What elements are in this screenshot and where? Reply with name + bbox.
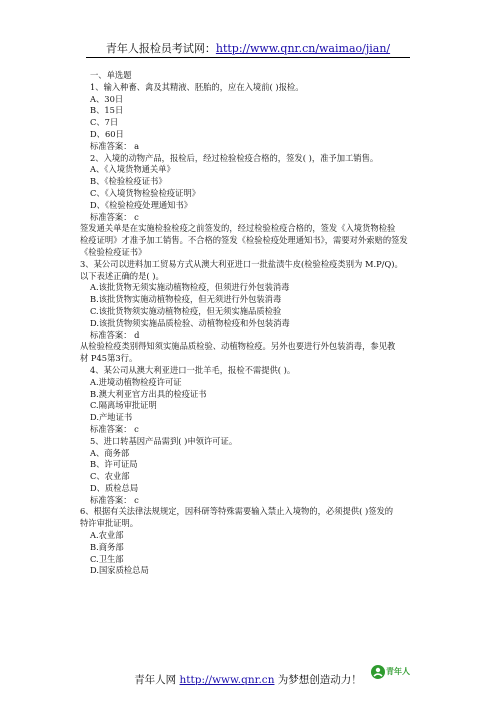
text-line: C、农业部 xyxy=(90,471,130,482)
text-line: 特许审批证明。 xyxy=(80,518,139,529)
text-line: 从检验检疫类别得知须实施品质检验、动植物检疫。另外也要进行外包装消毒，参见教 xyxy=(80,341,396,352)
logo-text: 青年人 xyxy=(386,667,410,676)
header-title: 青年人报检员考试网： xyxy=(105,42,216,55)
text-line: 检疫证明》才准予加工销售。不合格的签发《检验检疫处理通知书》，需要对外索赔的签发 xyxy=(80,235,408,246)
text-line: D.产地证书 xyxy=(90,412,133,423)
text-line: A、30日 xyxy=(90,93,124,104)
text-line: A.该批货物无须实施动植物检疫，但须进行外包装消毒 xyxy=(90,282,290,293)
text-line: A、商务部 xyxy=(90,447,130,458)
text-line: A.农业部 xyxy=(90,530,124,541)
page-footer xyxy=(0,672,496,687)
text-line: 标准答案： c xyxy=(90,423,139,434)
text-line: 标准答案： d xyxy=(90,329,140,340)
text-line: D、质检总局 xyxy=(90,482,139,493)
text-line: D.国家质检总局 xyxy=(90,565,149,576)
text-line: 5、进口转基因产品需到( )申领许可证。 xyxy=(90,435,238,446)
text-line: 一、单选题 xyxy=(90,70,132,80)
footer-site-name: 青年人网 xyxy=(134,674,177,686)
logo-icon xyxy=(370,664,386,680)
header-link[interactable]: http://www.qnr.cn/waimao/jian/ xyxy=(215,42,391,55)
text-line: D、《检验检疫处理通知书》 xyxy=(90,199,193,210)
footer-link[interactable]: http://www.qnr.cn xyxy=(179,674,275,686)
text-line: B.商务部 xyxy=(90,541,124,552)
text-line: 标准答案： a xyxy=(90,140,140,151)
header-divider xyxy=(86,57,410,58)
text-line: C.卫生部 xyxy=(90,553,124,564)
text-line: 6、根据有关法律法规规定，因科研等特殊需要输入禁止入境物的，必须提供( )签发的 xyxy=(80,506,394,517)
text-line: 1、输入种畜、禽及其精液、胚胎的，应在入境前( )报检。 xyxy=(90,81,304,92)
text-line: C、7日 xyxy=(90,117,119,128)
text-line: A.进境动植物检疫许可证 xyxy=(90,376,182,387)
document-body xyxy=(80,70,412,577)
text-line: B、《检验检疫证书》 xyxy=(90,176,167,187)
text-line: 标准答案： c xyxy=(90,211,139,222)
text-line: 材 P45第3行。 xyxy=(80,353,138,364)
text-line: 以下表述正确的是( )。 xyxy=(80,270,164,281)
text-line: C.该批货物须实施动植物检疫，但无须实施品质检验 xyxy=(90,305,282,316)
text-line: 签发通关单是在实施检验检疫之前签发的，经过检验检疫合格的，签发《入境货物检验 xyxy=(80,223,396,234)
text-line: A、《入境货物通关单》 xyxy=(90,164,175,175)
text-line: D.该批货物须实施品质检验、动植物检疫和外包装消毒 xyxy=(90,317,290,328)
text-line: 《检验检疫证书》 xyxy=(80,246,147,257)
footer-slogan: 为梦想创造动力！ xyxy=(277,674,362,686)
text-line: B、15日 xyxy=(90,105,124,116)
qnr-logo xyxy=(370,664,408,682)
text-line: B.该批货物实施动植物检疫，但无须进行外包装消毒 xyxy=(90,294,282,305)
text-line: C、《入境货物检验检疫证明》 xyxy=(90,187,201,198)
text-line: 2、入境的动物产品，报检后，经过检验检疫合格的，签发( )，准予加工销售。 xyxy=(90,152,379,163)
text-line: B、许可证局 xyxy=(90,459,138,470)
page-header xyxy=(0,40,496,56)
text-line: 4、某公司从澳大利亚进口一批羊毛，报检不需提供( )。 xyxy=(90,364,296,375)
text-line: D、60日 xyxy=(90,128,124,139)
text-line: 3、某公司以进料加工贸易方式从澳大利亚进口一批盐渍牛皮(检验检疫类别为 M.P/Q)。 xyxy=(80,258,403,269)
text-line: B.澳大利亚官方出具的检疫证书 xyxy=(90,388,207,399)
text-line: C.隔离场审批证明 xyxy=(90,400,157,411)
text-line: 标准答案： c xyxy=(90,494,139,505)
